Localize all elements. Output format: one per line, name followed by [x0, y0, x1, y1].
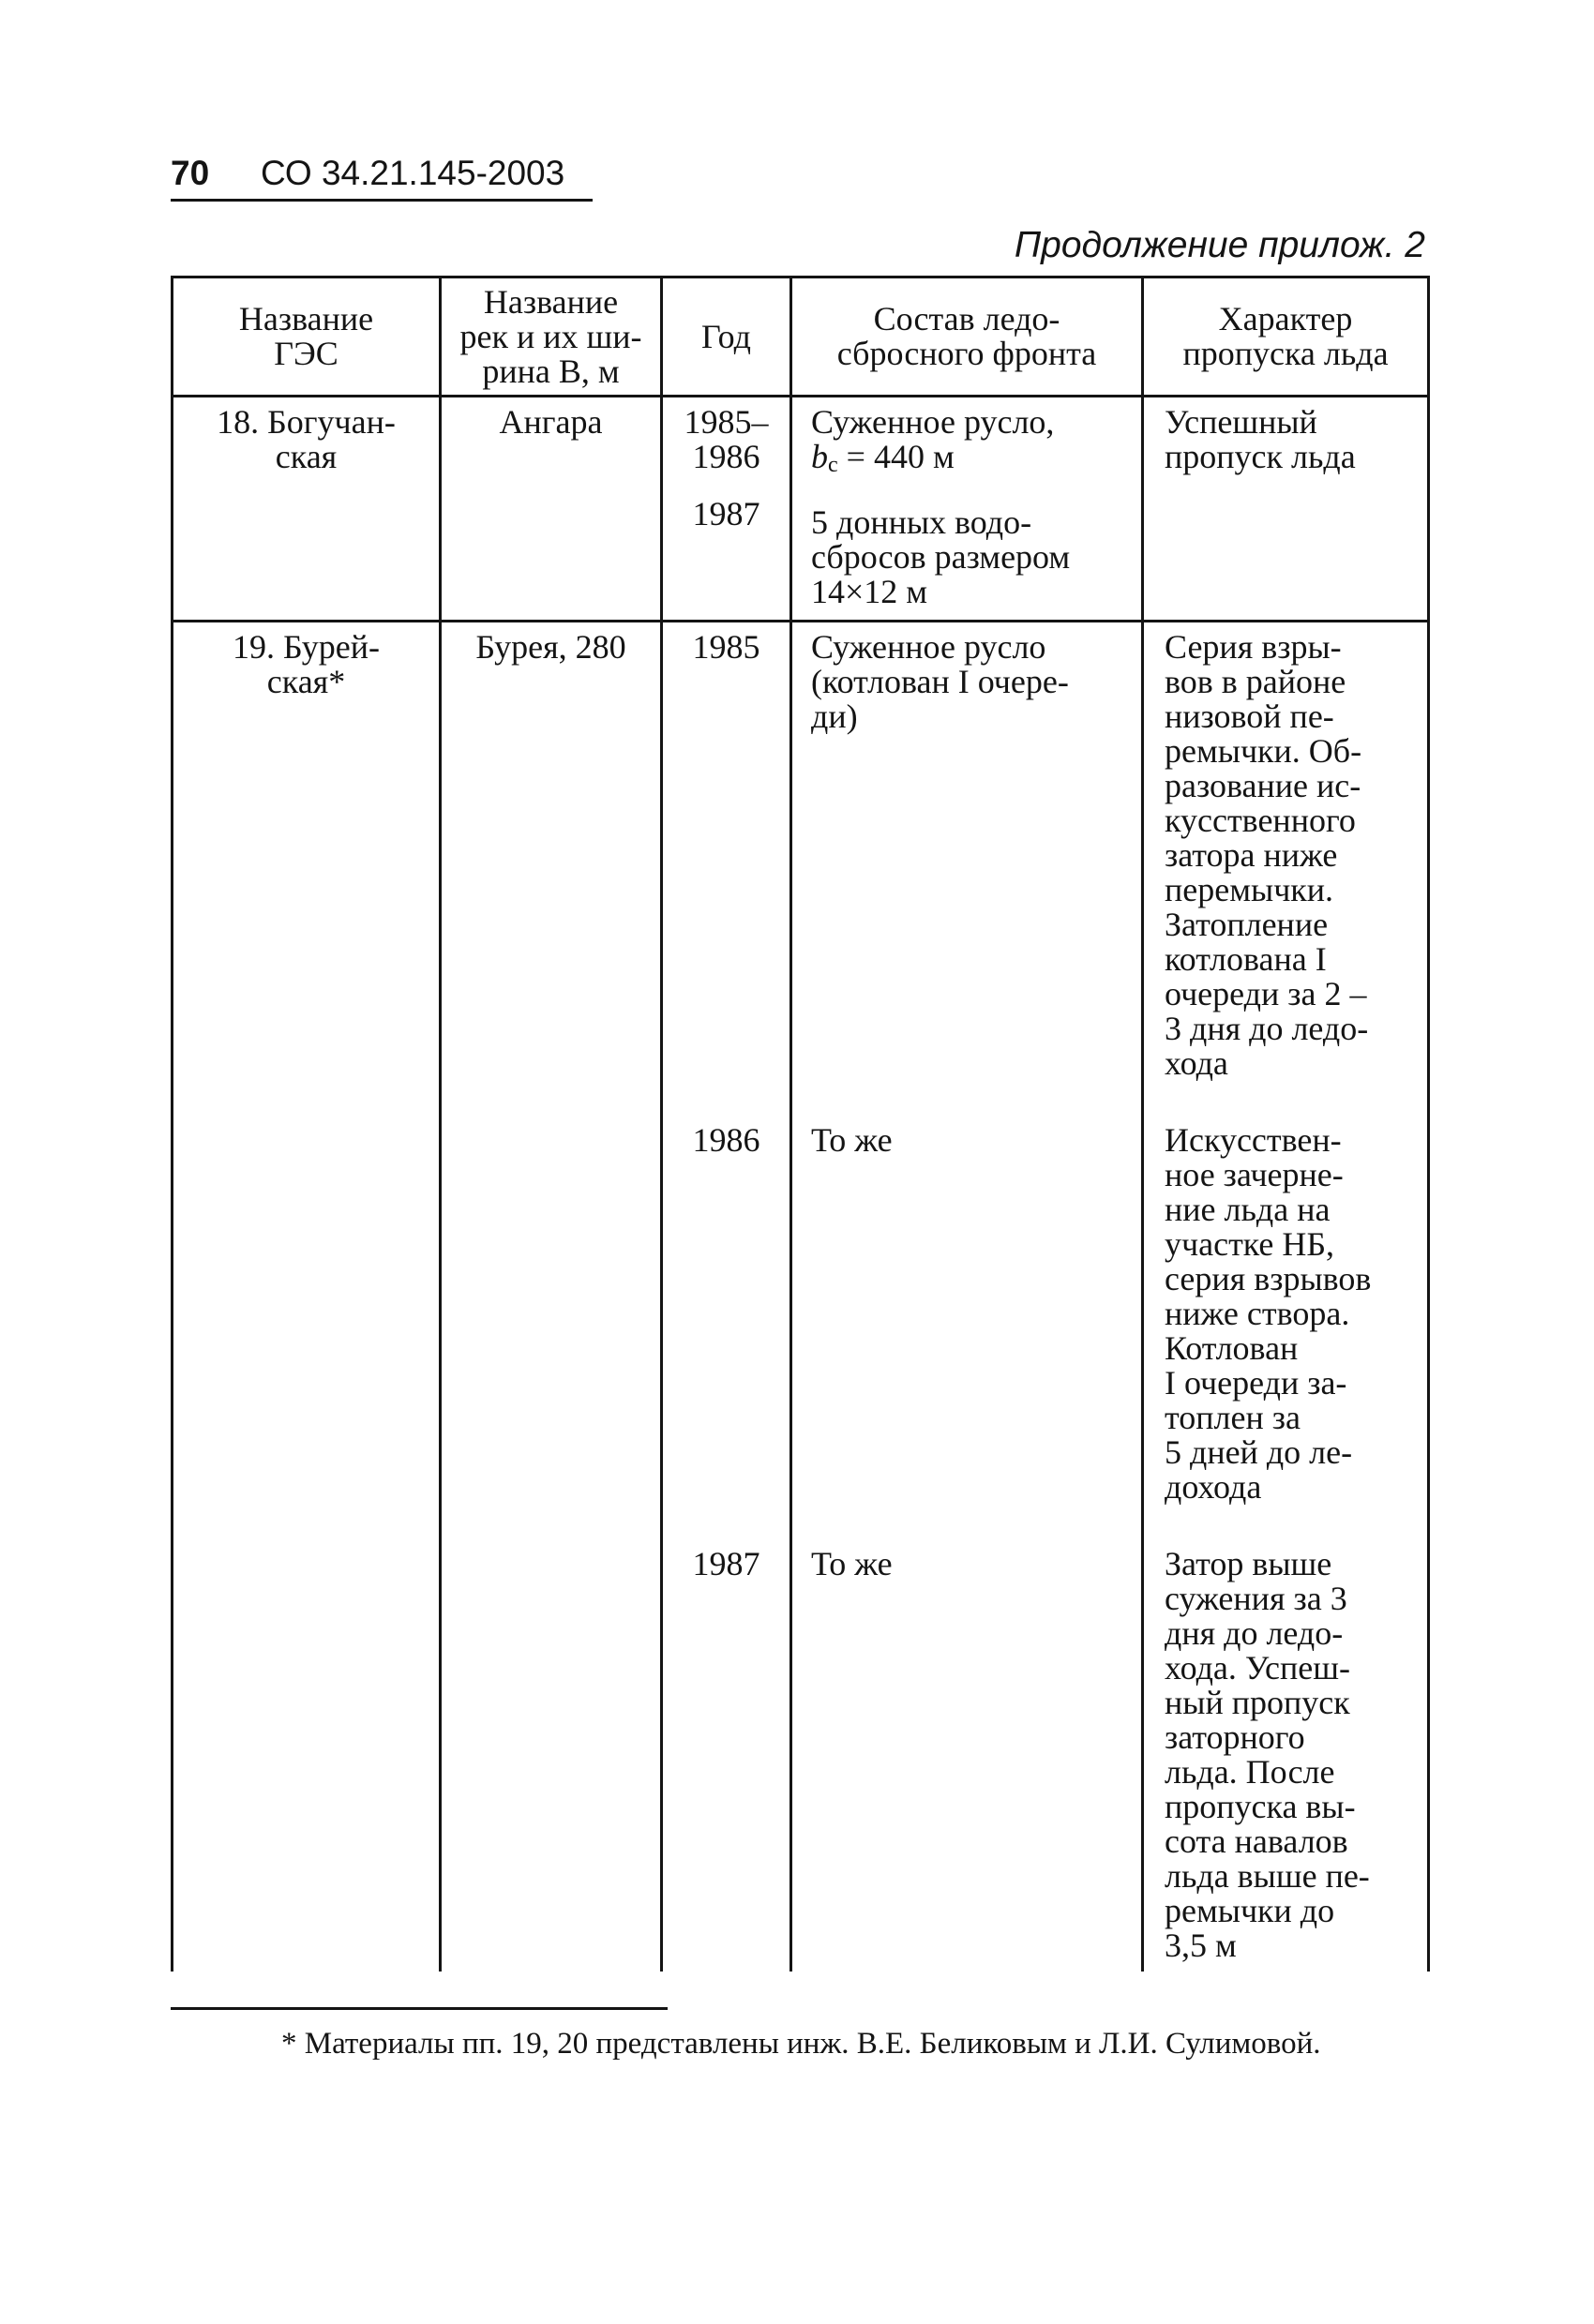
table-row — [173, 622, 1429, 1972]
result-1987: Затор выше сужения за 3 дня до ледо- хода. Успеш- ный пропуск заторного льда. После пропуска вы- сота навалов льда выше пе- ремычки до 3,5 м — [1165, 1545, 1370, 1964]
header-front: Состав ледо- сбросного фронта — [791, 277, 1143, 397]
header-result: Характер пропуска льда — [1143, 277, 1429, 397]
front-cell: Суженное русло (котлован I очере- ди) То же То же — [791, 622, 1143, 1972]
result-cell: Успешный пропуск льда — [1143, 397, 1429, 622]
result-1986: Искусствен- ное зачерне- ние льда на участке НБ, серия взрывов ниже створа. Котлован I очереди за- топлен за 5 дней до ле- дохода — [1165, 1121, 1372, 1506]
result-1985: Серия взры- вов в районе низовой пе- ремычки. Об- разование ис- кусственного затора ниже перемычки. Затопление котлована I очереди за 2 – 3 дня до ледо- хода — [1165, 628, 1369, 1082]
footnote: * Материалы пп. 19, 20 представлены инж. В.Е. Беликовым и Л.И. Сулимовой. — [281, 2027, 1321, 2061]
header-year: Год — [662, 277, 791, 397]
river-cell: Бурея, 280 — [441, 622, 662, 1972]
result-cell — [1143, 622, 1429, 1972]
river-cell: Ангара — [441, 397, 662, 622]
year-cell: 1985– 1986 1987 — [662, 397, 791, 622]
header-river: Название рек и их ши- рина В, м — [441, 277, 662, 397]
year-cell: 1985 1986 1987 — [662, 622, 791, 1972]
hpp-name-cell: 18. Богучан- ская — [173, 397, 441, 622]
footnote-separator — [171, 2007, 668, 2010]
hpp-name-cell: 19. Бурей- ская* — [173, 622, 441, 1972]
width-formula: bc = 440 м — [811, 438, 955, 477]
header-hpp-name: Название ГЭС — [173, 277, 441, 397]
continuation-label: Продолжение прилож. 2 — [1014, 225, 1425, 265]
table-header — [173, 277, 1429, 397]
front-cell: Суженное русло, bc = 440 м 5 донных водо- сбросов размером 14×12 м — [791, 397, 1143, 622]
ice-passage-table — [171, 276, 1430, 1972]
document-code: СО 34.21.145-2003 — [261, 154, 565, 192]
page-number: 70 — [171, 154, 210, 192]
page-header — [171, 150, 593, 202]
table-row — [173, 397, 1429, 622]
